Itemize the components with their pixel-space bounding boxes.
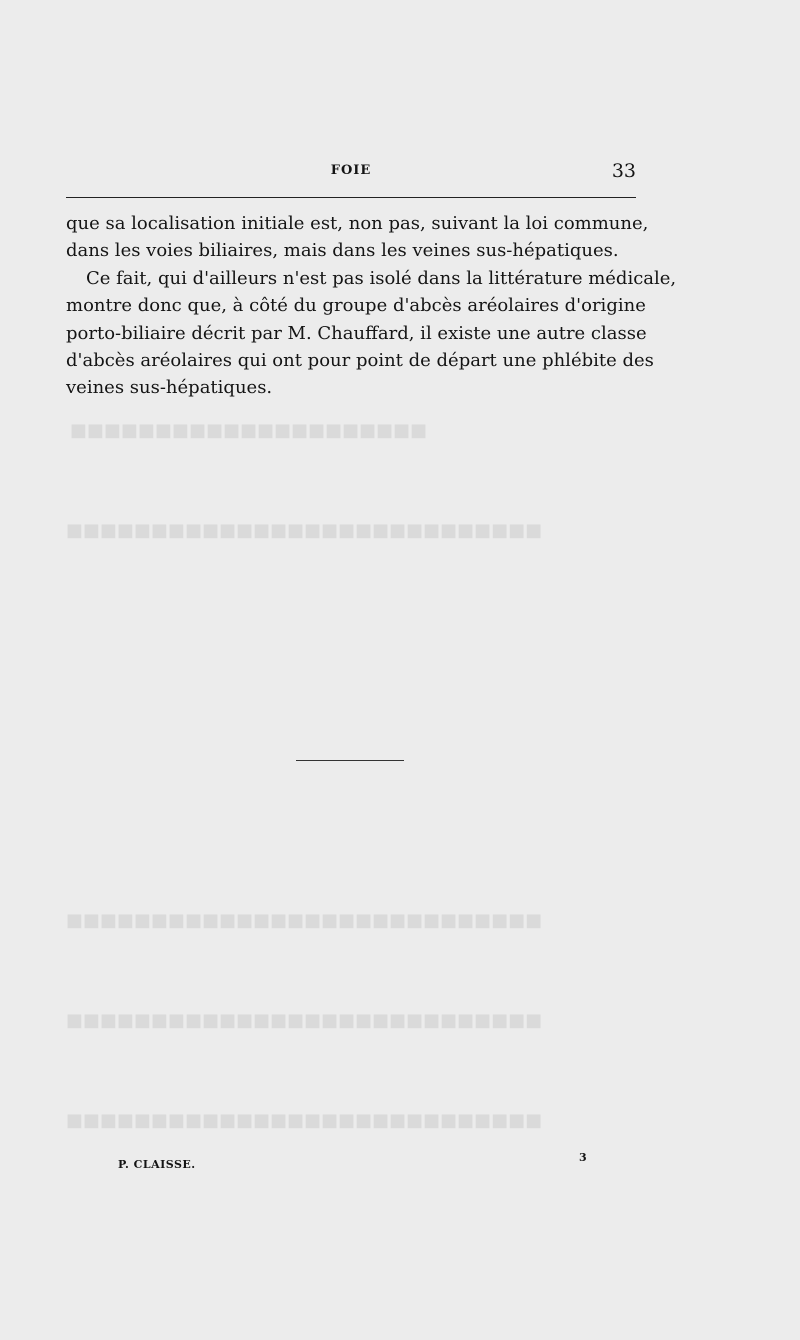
text-line: dans les voies biliaires, mais dans les veines sus-hépatiques. — [66, 240, 619, 262]
text-line: porto-biliaire décrit par M. Chauffard, il existe une autre classe — [66, 322, 647, 344]
bleed-through-shadow: ■■■■■■■■■■■■■■■■■■■■■■■■■■■■ — [66, 910, 543, 931]
text-line: Ce fait, qui d'ailleurs n'est pas isolé dans la littérature médicale, — [86, 267, 677, 289]
bleed-through-shadow: ■■■■■■■■■■■■■■■■■■■■■■■■■■■■ — [66, 1010, 543, 1031]
text-line: que sa localisation initiale est, non pas, suivant la loi commune, — [66, 213, 649, 234]
running-header — [66, 157, 636, 198]
bleed-through-shadow: ■■■■■■■■■■■■■■■■■■■■■■■■■■■■ — [66, 520, 543, 541]
bleed-through-shadow: ■■■■■■■■■■■■■■■■■■■■■ — [70, 420, 428, 441]
page-number: 33 — [611, 160, 636, 182]
body-paragraphs — [66, 210, 677, 402]
section-end-rule — [296, 760, 404, 761]
text-line: veines sus-hépatiques. — [66, 377, 273, 399]
text-line: d'abcès aréolaires qui ont pour point de départ une phlébite des — [66, 350, 654, 372]
bleed-through-shadow: ■■■■■■■■■■■■■■■■■■■■■■■■■■■■ — [66, 1110, 543, 1131]
signature-mark: 3 — [579, 1151, 587, 1164]
text-line: montre donc que, à côté du groupe d'abcès aréolaires d'origine — [66, 295, 646, 317]
printer-signature: P. CLAISSE. — [118, 1158, 196, 1171]
running-title: FOIE — [330, 163, 372, 178]
